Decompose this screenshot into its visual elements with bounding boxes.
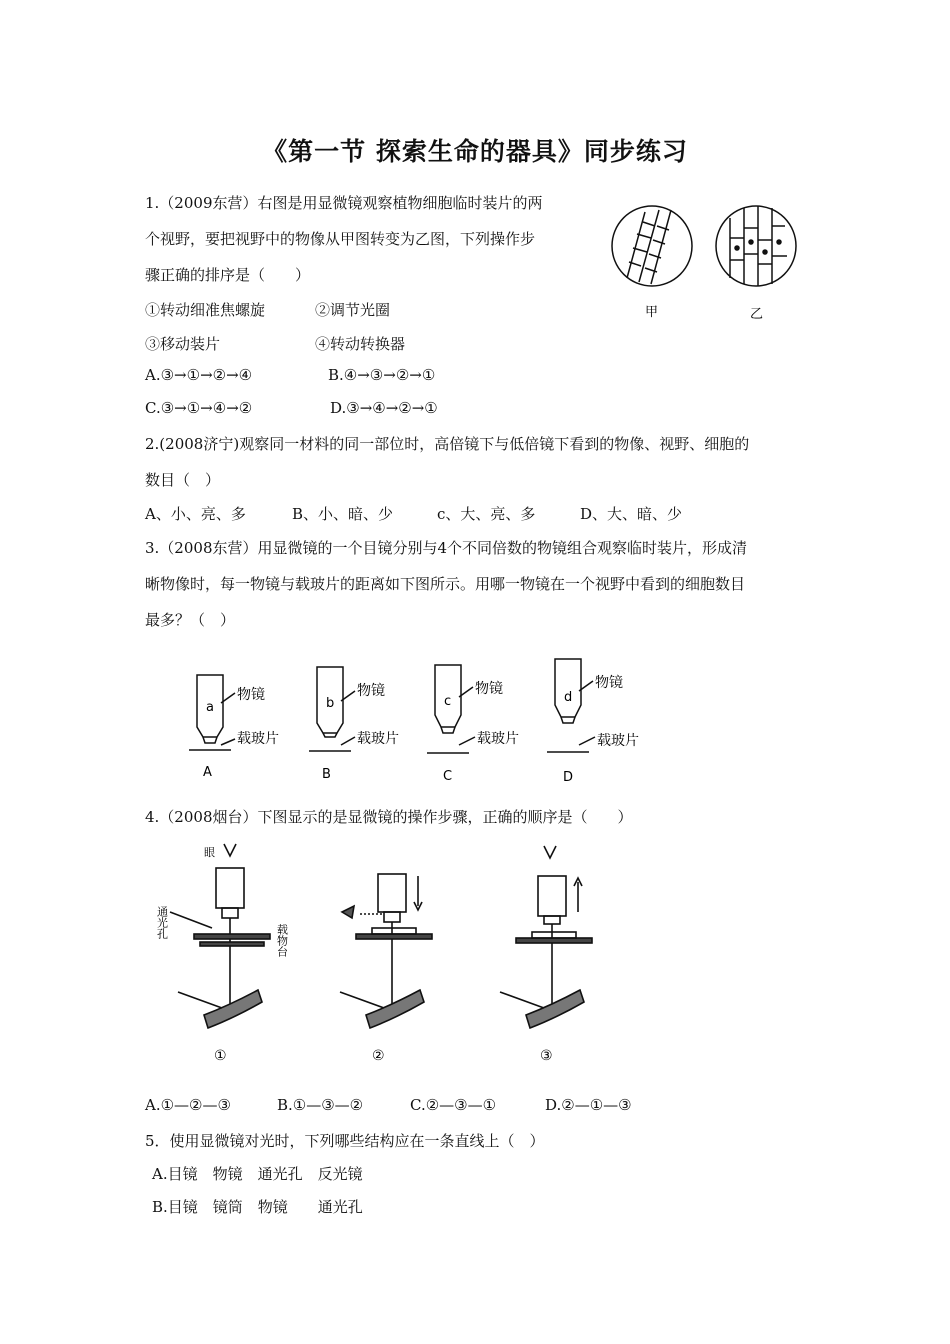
q3-line-2: 晰物像时，每一物镜与载玻片的距离如下图所示。用哪一物镜在一个视野中看到的细胞数目 [145,575,746,593]
caption-step-3: ③ [540,1048,553,1064]
caption-step-2: ② [372,1048,385,1064]
slide-label-d: 载玻片 [597,733,639,749]
lens-letter-a: a [206,700,214,715]
lens-letter-b: b [326,696,335,711]
q4-option-d: D.②—①—③ [545,1096,632,1114]
objective-label-d: 物镜 [595,675,623,691]
q1-option-b: B.④→③→②→① [328,366,436,384]
step-1-microscope [170,844,270,1028]
q4-line: 4.（2008烟台）下图显示的是显微镜的操作步骤，正确的顺序是（ ） [145,808,633,826]
q1-option-d: D.③→④→②→① [330,399,438,417]
q4-option-a: A.①—②—③ [145,1096,231,1114]
page-title: 《第一节 探索生命的器具》同步练习 [262,137,688,166]
q1-step-1: ①转动细准焦螺旋 [145,301,266,319]
q4-microscope-steps-figure [155,840,620,1065]
caption-step-1: ① [214,1048,227,1064]
caption-b: B [322,767,331,782]
objective-label-b: 物镜 [357,683,385,699]
q1-line-3: 骤正确的排序是（ ） [145,266,311,284]
q1-option-a: A.③→①→②→④ [145,366,253,384]
q5-option-b: B.目镜 镜筒 物镜 通光孔 [152,1198,363,1216]
q1-step-4: ④转动转换器 [315,335,406,353]
lens-letter-c: c [444,694,452,709]
q3-line-3: 最多？（ ） [145,611,236,629]
q1-line-1: 1.（2009东营）右图是用显微镜观察植物细胞临时装片的两 [145,194,543,212]
q2-line-1: 2.(2008济宁)观察同一材料的同一部位时，高倍镜下与低倍镜下看到的物像、视野、细胞的 [145,435,750,453]
q4-option-b: B.①—③—② [277,1096,364,1114]
q1-line-2: 个视野，要把视野中的物像从甲图转变为乙图，下列操作步 [145,230,536,248]
q3-line-1: 3.（2008东营）用显微镜的一个目镜分别与4个不同倍数的物镜组合观察临时装片，形成清 [145,539,748,557]
objective-c [427,665,475,753]
label-yi: 乙 [750,307,764,322]
q2-option-a: A、小、亮、多 [145,505,246,523]
caption-c: C [443,769,453,784]
field-jia [612,206,692,286]
q2-line-2: 数目（ ） [145,471,221,489]
step-3-microscope [500,846,592,1028]
objective-d [547,659,595,752]
slide-label-a: 载玻片 [237,731,279,747]
q5-option-a: A.目镜 物镜 通光孔 反光镜 [152,1165,363,1183]
field-yi [716,206,796,286]
step-2-microscope [340,874,432,1028]
q2-option-c: c、大、亮、多 [437,505,536,523]
objective-label-a: 物镜 [237,687,265,703]
caption-a: A [203,765,212,780]
label-stage: 载物台 [275,924,289,957]
q1-step-2: ②调节光圈 [315,301,391,319]
q3-objectives-figure [185,655,665,785]
lens-letter-d: d [564,690,573,705]
slide-label-b: 载玻片 [357,731,399,747]
slide-label-c: 载玻片 [477,731,519,747]
q1-option-c: C.③→①→④→② [145,399,253,417]
label-eye: 眼 [204,846,215,859]
q4-option-c: C.②—③—① [410,1096,497,1114]
q2-option-b: B、小、暗、少 [292,505,394,523]
label-jia: 甲 [645,305,659,320]
q1-step-3: ③移动装片 [145,335,221,353]
q5-line: 5．使用显微镜对光时，下列哪些结构应在一条直线上（ ） [145,1132,545,1150]
q1-cell-fields-figure [605,198,805,328]
caption-d: D [563,770,574,785]
label-aperture: 通光孔 [155,906,169,939]
objective-label-c: 物镜 [475,681,503,697]
q2-option-d: D、大、暗、少 [580,505,683,523]
